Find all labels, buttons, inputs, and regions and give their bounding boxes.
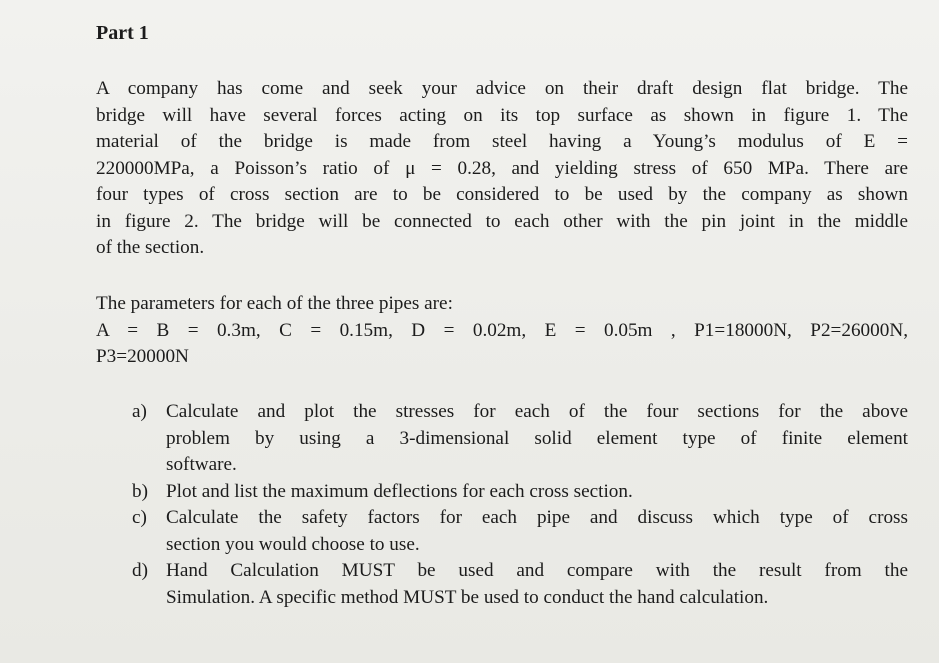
question-line: Plot and list the maximum deflections for each cross section. <box>166 480 633 502</box>
intro-line: four types of cross section are to be considered to be used by the company as shown <box>96 184 908 205</box>
question-marker: d) <box>132 560 148 581</box>
question-list <box>132 399 908 611</box>
parameters-values-line: P3=20000N <box>96 346 189 367</box>
intro-line: of the section. <box>96 237 205 258</box>
intro-line: 220000MPa, a Poisson’s ratio of μ = 0.28, and yielding stress of 650 MPa. There are <box>96 157 908 179</box>
intro-line: A company has come and seek your advice on their draft design flat bridge. The <box>96 78 908 99</box>
section-heading: Part 1 <box>96 22 149 44</box>
question-marker: c) <box>132 507 147 528</box>
question-item <box>132 558 908 611</box>
parameters-title: The parameters for each of the three pipes are: <box>96 293 453 314</box>
question-marker: a) <box>132 401 147 422</box>
intro-line: in figure 2. The bridge will be connected to each other with the pin joint in the middle <box>96 210 908 232</box>
question-line: Simulation. A specific method MUST be used to conduct the hand calculation. <box>166 586 769 608</box>
question-item <box>132 505 908 558</box>
question-line: Calculate and plot the stresses for each of the four sections for the above <box>166 401 908 422</box>
question-item <box>132 399 908 479</box>
intro-line: bridge will have several forces acting on its top surface as shown in figure 1. The <box>96 104 908 126</box>
question-line: software. <box>166 454 237 475</box>
question-item <box>132 479 908 506</box>
question-line: section you would choose to use. <box>166 533 420 555</box>
intro-line: material of the bridge is made from steel having a Young’s modulus of E = <box>96 131 908 152</box>
question-marker: b) <box>132 480 148 502</box>
question-line: Calculate the safety factors for each pipe and discuss which type of cross <box>166 507 908 528</box>
parameters-values-line: A = B = 0.3m, C = 0.15m, D = 0.02m, E = 0.05m , P1=18000N, P2=26000N, <box>96 319 908 341</box>
parameters-paragraph <box>96 291 908 371</box>
question-line: problem by using a 3-dimensional solid element type of finite element <box>166 427 908 449</box>
intro-paragraph <box>96 76 908 262</box>
question-line: Hand Calculation MUST be used and compare with the result from the <box>166 560 908 581</box>
